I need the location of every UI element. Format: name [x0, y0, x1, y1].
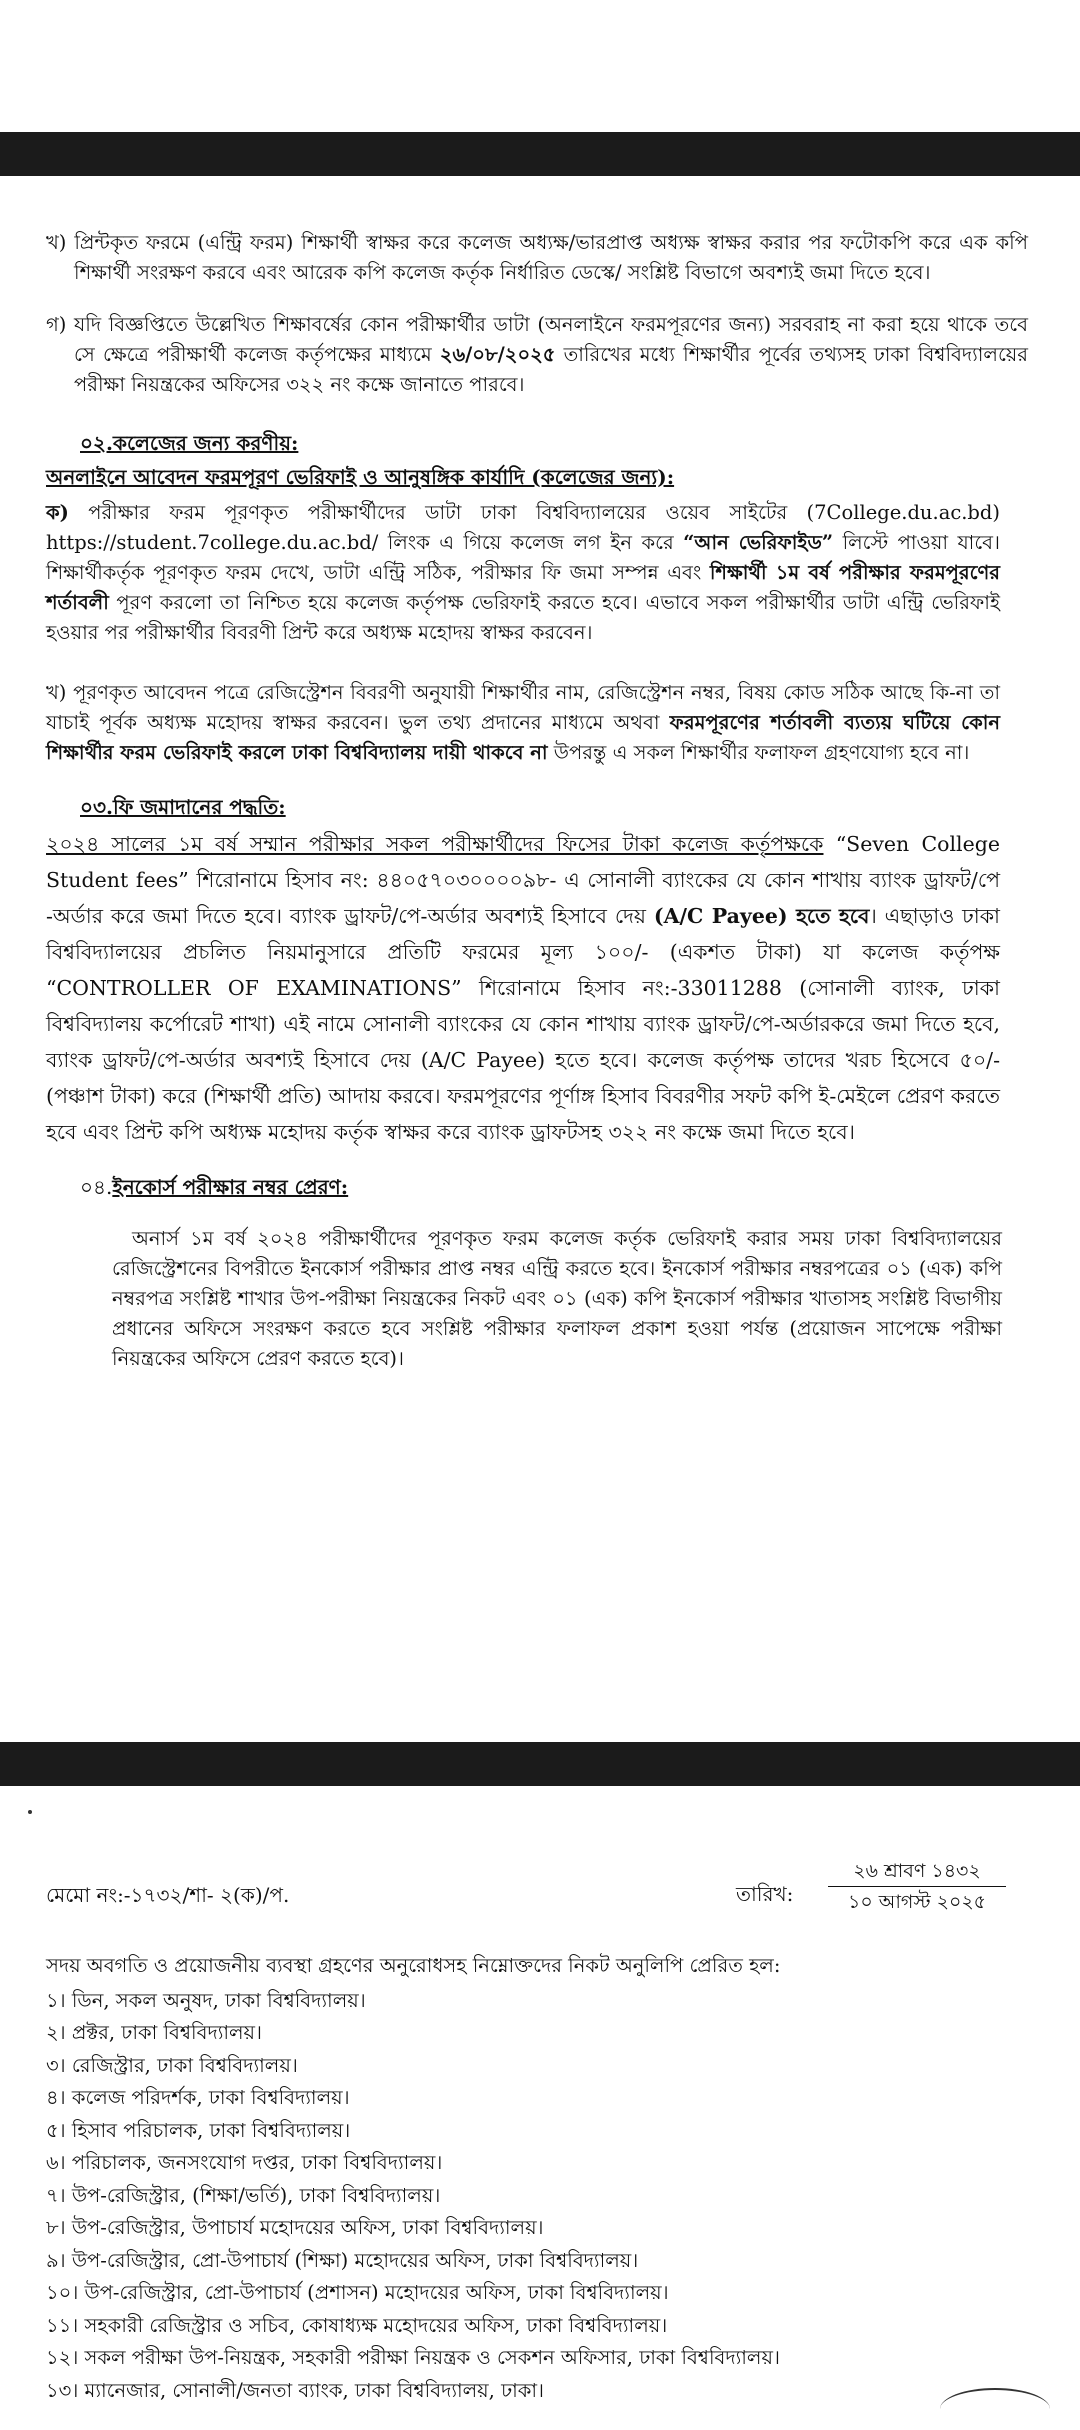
section-ga-data-missing: [46, 310, 1028, 400]
ka-bold-unverified: “আন ভেরিফাইড”: [683, 531, 834, 554]
ka-label: ক): [46, 501, 69, 524]
list-item: ১১। সহকারী রেজিস্ট্রার ও সচিব, কোষাধ্যক্ষ মহোদয়ের অফিস, ঢাকা বিশ্ববিদ্যালয়।: [46, 2313, 668, 2337]
page-separator-1: [0, 132, 1080, 176]
ka-bold-conditions: শিক্ষার্থী ১ম বর্ষ পরীক্ষার ফরমপূরণের শর্তাবলী: [46, 561, 1000, 614]
clipped-text-line: [46, 0, 946, 8]
list-item: ৩। রেজিস্ট্রার, ঢাকা বিশ্ববিদ্যালয়।: [46, 2053, 298, 2077]
list-item: ৫। হিসাব পরিচালক, ঢাকা বিশ্ববিদ্যালয়।: [46, 2118, 351, 2142]
memo-number: মেমো নং:-১৭৩২/শা- ২(ক)/প.: [46, 1883, 290, 1907]
ka-part2: লিস্টে পাওয়া যাবে। শিক্ষার্থীকর্তৃক পূরণকৃত ফরম দেখে, ডাটা এন্ট্রি সঠিক, পরীক্ষার ফি জমা সম্পন্ন এবং: [46, 531, 1001, 584]
list-item: ১২। সকল পরীক্ষা উপ-নিয়ন্ত্রক, সহকারী পরীক্ষা নিয়ন্ত্রক ও সেকশন অফিসার, ঢাকা বিশ্ববিদ্যালয়।: [46, 2346, 780, 2369]
memo-date-box: [828, 1856, 1006, 1917]
incourse-section-heading: [80, 1172, 348, 1202]
college-section-kha: [46, 678, 1000, 768]
kha-bold-warning: ফরমপূরণের শর্তাবলী ব্যত্যয় ঘটিয়ে কোন শিক্ষার্থীর ফরম ভেরিফাই করলে ঢাকা বিশ্ববিদ্যালয় দায়ী থাকবে না: [46, 711, 1001, 764]
college-section-ka: [46, 498, 1000, 648]
memo-date-label: তারিখ:: [736, 1882, 794, 1906]
fee-part2: । এছাড়াও ঢাকা বিশ্ববিদ্যালয়ের প্রচলিত নিয়মানুসারে প্রতিটি ফরমের মূল্য ১০০/- (একশত টাকা) যা কলেজ কর্তৃপক্ষ “CONTROLLER OF EXAMINATIONS” শিরোনামে হিসাব নং:-33011288 (সোনালী ব্যাংক, ঢাকা বিশ্ববিদ্যালয় কর্পোরেট শাখা) এই নামে সোনালী ব্যাংকের যে কোন শাখায় ব্যাংক ড্রাফট/পে-অর্ডারকরে জমা দিতে হবে, ব্যাংক ড্রাফট/পে-অর্ডার অবশ্যই হিসাবে দেয় (A/C Payee) হতে হবে। কলেজ কর্তৃপক্ষ তাদের খরচ হিসেবে ৫০/- (পঞ্চাশ টাকা) করে (শিক্ষার্থী প্রতি) আদায় করবে। ফরমপূরণের পূর্ণাঙ্গ হিসাব বিবরণীর সফট কপি ই-মেইলে প্রেরণ করতে হবে এবং প্রিন্ট কপি অধ্যক্ষ মহোদয় কর্তৃক স্বাক্ষর করে ব্যাংক ড্রাফটসহ ৩২২ নং কক্ষে জমা দিতে হবে।: [46, 904, 1000, 1144]
section-kha-print-form: খ) প্রিন্টকৃত ফরমে (এন্ট্রি ফরম) শিক্ষার্থী স্বাক্ষর করে কলেজ অধ্যক্ষ/ভারপ্রাপ্ত অধ্যক্ষ স্বাক্ষর করার পর ফটোকপি করে এক কপি শিক্ষার্থী সংরক্ষণ করবে এবং আরেক কপি কলেজ কর্তৃক নির্ধারিত ডেস্কে/ সংশ্লিষ্ট বিভাগে অবশ্যই জমা দিতে হবে।: [46, 231, 1028, 284]
list-item: ১। ডিন, সকল অনুষদ, ঢাকা বিশ্ববিদ্যালয়।: [46, 1988, 366, 2012]
section-ga-part1: গ) যদি বিজ্ঞপ্তিতে উল্লেখিত শিক্ষাবর্ষের কোন পরীক্ষার্থীর ডাটা (অনলাইনে ফরমপূরণের জন্য) সরবরাহ না করা হয়ে থাকে তবে সে ক্ষেত্রে পরীক্ষার্থী কলেজ কর্তৃপক্ষের মাধ্যমে: [46, 313, 1028, 366]
list-item: ৯। উপ-রেজিস্ট্রার, প্রো-উপাচার্য (শিক্ষা) মহোদয়ের অফিস, ঢাকা বিশ্ববিদ্যালয়।: [46, 2248, 639, 2272]
fee-section-body: [46, 826, 1000, 1150]
list-item: ২। প্রক্টর, ঢাকা বিশ্ববিদ্যালয়।: [46, 2021, 263, 2044]
section-ga-deadline: ২৬/০৮/২০২৫: [439, 343, 556, 366]
ka-part3: পূরণ করলো তা নিশ্চিত হয়ে কলেজ কর্তৃপক্ষ ভেরিফাই করতে হবে। এভাবে সকল পরীক্ষার্থীর ডাটা এন্ট্রি ভেরিফাই হওয়ার পর পরীক্ষার্থীর বিবরণী প্রিন্ট করে অধ্যক্ষ মহোদয় স্বাক্ষর করবেন।: [46, 591, 1000, 644]
kha-part1: খ) পূরণকৃত আবেদন পত্রে রেজিস্ট্রেশন বিবরণী অনুযায়ী শিক্ষার্থীর নাম, রেজিস্ট্রেশন নম্বর, বিষয় কোড সঠিক আছে কি-না তা যাচাই পূর্বক অধ্যক্ষ মহোদয় স্বাক্ষর করবেন। ভুল তথ্য প্রদানের মাধ্যমে অথবা: [46, 681, 1000, 734]
list-item: ৪। কলেজ পরিদর্শক, ঢাকা বিশ্ববিদ্যালয়।: [46, 2086, 350, 2109]
fee-bold-payee: (A/C Payee) হতে হবে: [653, 904, 870, 928]
college-section-subheading: অনলাইনে আবেদন ফরমপূরণ ভেরিফাই ও আনুষঙ্গিক কার্যাদি (কলেজের জন্য):: [46, 465, 675, 489]
section-ga-part2: তারিখের মধ্যে শিক্ষার্থীর পূর্বের তথ্যসহ ঢাকা বিশ্ববিদ্যালয়ের পরীক্ষা নিয়ন্ত্রকের অফিসের ৩২২ নং কক্ষে জানাতে পারবে।: [74, 343, 1029, 396]
fee-underlined: ২০২৪ সালের ১ম বর্ষ সম্মান পরীক্ষার সকল পরীক্ষার্থীদের ফিসের টাকা কলেজ কর্তৃপক্ষকে: [46, 832, 824, 856]
college-section-heading: ০২.কলেজের জন্য করণীয়:: [80, 431, 299, 455]
incourse-number: ০৪.: [80, 1175, 113, 1199]
list-item: ৭। উপ-রেজিস্ট্রার, (শিক্ষা/ভর্তি), ঢাকা বিশ্ববিদ্যালয়।: [46, 2183, 441, 2207]
page-fragment-top: [0, 0, 1080, 132]
memo-date-english: ১০ আগস্ট ২০২৫: [847, 1891, 986, 1913]
signature-mark: [940, 2388, 1050, 2430]
fee-part1: “Seven College Student fees” শিরোনামে হিসাব নং: ৪৪০৫৭০৩০০০০৯৮- এ সোনালী ব্যাংকের যে কোন শাখায় ব্যাংক ড্রাফট/পে -অর্ডার করে জমা দিতে হবে। ব্যাংক ড্রাফট/পে-অর্ডার অবশ্যই হিসাবে দেয়: [46, 832, 1000, 928]
list-item: ১০। উপ-রেজিস্ট্রার, প্রো-উপাচার্য (প্রশাসন) মহোদয়ের অফিস, ঢাকা বিশ্ববিদ্যালয়।: [46, 2281, 669, 2304]
list-item: ১৩। ম্যানেজার, সোনালী/জনতা ব্যাংক, ঢাকা বিশ্ববিদ্যালয়, ঢাকা।: [46, 2378, 545, 2402]
incourse-title: ইনকোর্স পরীক্ষার নম্বর প্রেরণ:: [112, 1175, 349, 1199]
list-item: ৮। উপ-রেজিস্ট্রার, উপাচার্য মহোদয়ের অফিস, ঢাকা বিশ্ববিদ্যালয়।: [46, 2216, 544, 2239]
kha-part2: উপরন্তু এ সকল শিক্ষার্থীর ফলাফল গ্রহণযোগ্য হবে না।: [553, 741, 970, 764]
list-item: ৬। পরিচালক, জনসংযোগ দপ্তর, ঢাকা বিশ্ববিদ্যালয়।: [46, 2151, 443, 2174]
copies-intro: সদয় অবগতি ও প্রয়োজনীয় ব্যবস্থা গ্রহণের অনুরোধসহ নিম্নোক্তদের নিকট অনুলিপি প্রেরিত হল:: [46, 1954, 781, 1977]
page-separator-2: [0, 1742, 1080, 1786]
bullet-dot: [28, 1810, 32, 1814]
fee-section-heading: ০৩.ফি জমাদানের পদ্ধতি:: [80, 795, 286, 819]
incourse-section-body: অনার্স ১ম বর্ষ ২০২৪ পরীক্ষার্থীদের পূরণকৃত ফরম কলেজ কর্তৃক ভেরিফাই করার সময় ঢাকা বিশ্ববিদ্যালয়ের রেজিস্ট্রেশনের বিপরীতে ইনকোর্স পরীক্ষার প্রাপ্ত নম্বর এন্ট্রি করতে হবে। ইনকোর্স পরীক্ষার নম্বরপত্রের ০১ (এক) কপি নম্বরপত্র সংশ্লিষ্ট শাখার উপ-পরীক্ষা নিয়ন্ত্রকের নিকট এবং ০১ (এক) কপি ইনকোর্স পরীক্ষার খাতাসহ সংশ্লিষ্ট বিভাগীয় প্রধানের অফিসে সংরক্ষণ করতে হবে সংশ্লিষ্ট পরীক্ষার ফলাফল প্রকাশ হওয়া পর্যন্ত (প্রয়োজন সাপেক্ষে পরীক্ষা নিয়ন্ত্রকের অফিসে প্রেরণ করতে হবে)।: [112, 1227, 1002, 1370]
copies-list: [46, 1950, 1036, 2407]
memo-date-bangla: ২৬ শ্রাবণ ১৪৩২: [828, 1856, 1006, 1887]
ka-part1: পরীক্ষার ফরম পূরণকৃত পরীক্ষার্থীদের ডাটা ঢাকা বিশ্ববিদ্যালয়ের ওয়েব সাইটের (7College.du.ac.bd) https://student.7college.du.ac.bd/ লিংক এ গিয়ে কলেজ লগ ইন করে: [46, 501, 1001, 554]
document-page: [0, 176, 1080, 1742]
